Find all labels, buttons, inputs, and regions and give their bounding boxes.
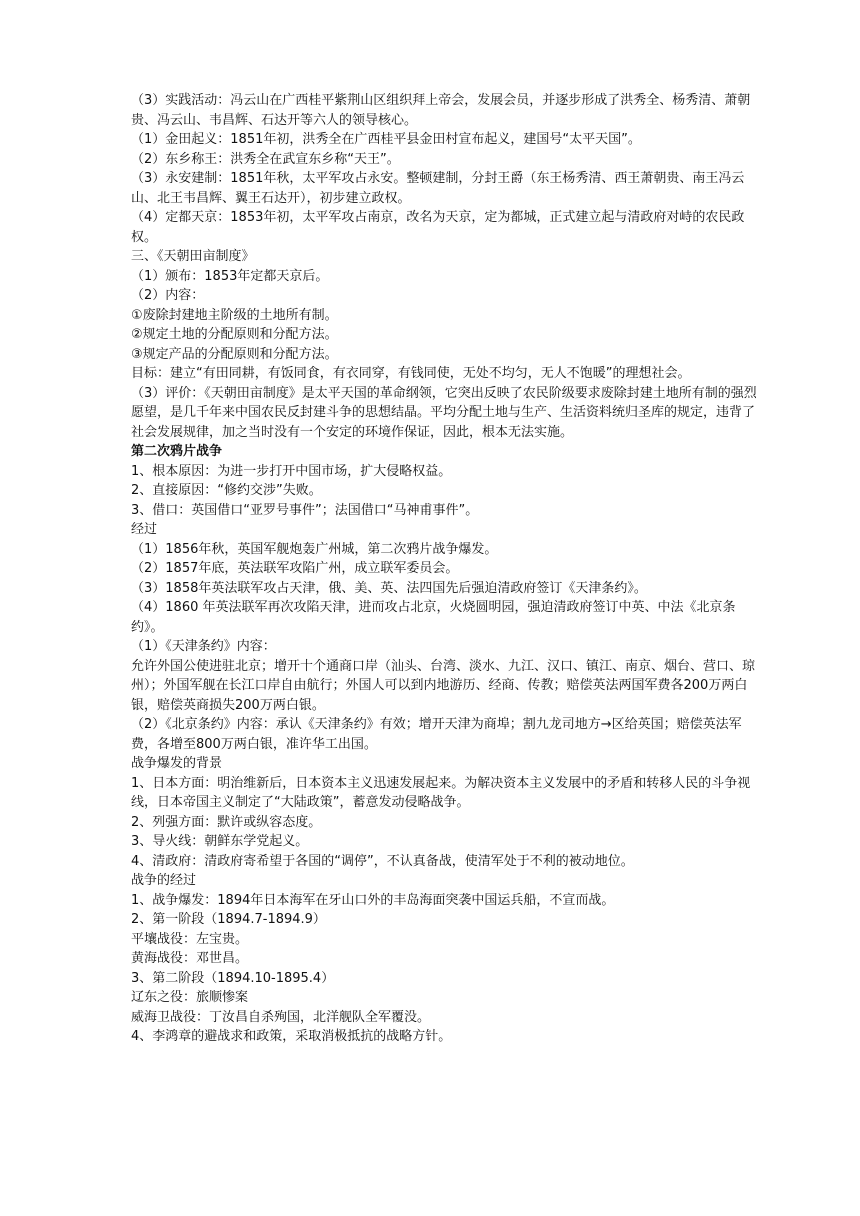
- text-line: （2）《北京条约》内容：承认《天津条约》有效；增开天津为商埠；割九龙司地方→区给英国；赔偿英法军费，各增至800万两白银，准许华工出国。: [131, 717, 742, 752]
- text-line: （4）1860 年英法联军再次攻陷天津，进而攻占北京，火烧圆明园，强迫清政府签订中英、中法《北京条约》。: [131, 600, 736, 635]
- section-heading: 第二次鸦片战争: [131, 444, 223, 459]
- text-line: 允许外国公使进驻北京；增开十个通商口岸（汕头、台湾、淡水、九江、汉口、镇江、南京、烟台、营口、琼州）；外国军舰在长江口岸自由航行；外国人可以到内地游历、经商、传教；赔偿英法两国军费各200万两白银，赔偿英商损失200万两白银。: [131, 658, 756, 713]
- text-line: （1）1856年秋，英国军舰炮轰广州城，第二次鸦片战争爆发。: [131, 541, 498, 557]
- text-line: 经过: [131, 522, 158, 537]
- text-line: 1、日本方面：明治维新后，日本资本主义迅速发展起来。为解决资本主义发展中的矛盾和转移人民的斗争视线，日本帝国主义制定了“大陆政策”，蓄意发动侵略战争。: [131, 775, 751, 810]
- text-line: 3、借口：英国借口“亚罗号事件”；法国借口“马神甫事件”。: [131, 502, 479, 518]
- text-line: （3）永安建制：1851年秋，太平军攻占永安。整顿建制，分封王爵（东王杨秀清、西王萧朝贵、南王冯云山、北王韦昌辉、翼王石达开），初步建立政权。: [131, 171, 745, 206]
- text-line: 4、清政府：清政府寄希望于各国的“调停”，不认真备战，使清军处于不利的被动地位。: [131, 853, 634, 869]
- text-line: 战争的经过: [131, 873, 197, 888]
- text-line: 3、第二阶段（1894.10-1895.4）: [131, 970, 335, 986]
- text-line: 4、李鸿章的避战求和政策，采取消极抵抗的战略方针。: [131, 1029, 452, 1044]
- text-line: 1、战争爆发：1894年日本海军在牙山口外的丰岛海面突袭中国运兵船，不宣而战。: [131, 892, 615, 908]
- text-line: 2、直接原因：“修约交涉”失败。: [131, 483, 322, 498]
- text-line: 平壤战役：左宝贵。: [131, 931, 249, 947]
- text-line: 3、导火线：朝鲜东学党起义。: [131, 834, 309, 849]
- text-line: 三、《天朝田亩制度》: [131, 249, 255, 264]
- text-line: 黄海战役：邓世昌。: [131, 951, 249, 966]
- text-line: （3）实践活动：冯云山在广西桂平紫荆山区组织拜上帝会，发展会员，并逐步形成了洪秀全、杨秀清、萧朝贵、冯云山、韦昌辉、石达开等六人的领导核心。: [131, 93, 751, 128]
- text-line: （4）定都天京：1853年初，太平军攻占南京，改名为天京，定为都城，正式建立起与清政府对峙的农民政权。: [131, 210, 745, 245]
- text-line: （1）颁布：1853年定都天京后。: [131, 268, 329, 284]
- text-line: （2）1857年底，英法联军攻陷广州，成立联军委员会。: [131, 561, 459, 576]
- text-line: （2）内容：: [131, 288, 205, 303]
- text-line: （2）东乡称王：洪秀全在武宣东乡称“天王”。: [131, 151, 400, 167]
- text-line: （3）评价：《天朝田亩制度》是太平天国的革命纲领，它突出反映了农民阶级要求废除封建土地所有制的强烈愿望，是几千年来中国农民反封建斗争的思想结晶。平均分配土地与生产、生活资料统归圣库的规定，违背了社会发展规律，加之当时没有一个安定的环境作保证，因此，根本无法实施。: [131, 385, 757, 440]
- text-line: ③规定产品的分配原则和分配方法。: [131, 346, 338, 362]
- text-line: 2、第一阶段（1894.7-1894.9）: [131, 912, 326, 927]
- text-line: 1、根本原因：为进一步打开中国市场，扩大侵略权益。: [131, 463, 452, 479]
- text-line: 威海卫战役：丁汝昌自杀殉国，北洋舰队全军覆没。: [131, 1009, 431, 1025]
- text-line: 辽东之役：旅顺惨案: [131, 990, 249, 1005]
- text-line: ②规定土地的分配原则和分配方法。: [131, 327, 338, 342]
- text-line: 2、列强方面：默许或纵容态度。: [131, 814, 322, 830]
- text-line: （1）金田起义：1851年初，洪秀全在广西桂平县金田村宣布起义，建国号“太平天国”。: [131, 132, 641, 147]
- text-line: 战争爆发的背景: [131, 756, 223, 771]
- text-line: （3）1858年英法联军攻占天津，俄、美、英、法四国先后强迫清政府签订《天津条约》。: [131, 580, 647, 596]
- text-line: （1）《天津条约》内容：: [131, 639, 276, 654]
- text-line: ①废除封建地主阶级的土地所有制。: [131, 307, 338, 323]
- text-line: 目标：建立“有田同耕，有饭同食，有衣同穿，有钱同使，无处不均匀，无人不饱暖”的理想社会。: [131, 366, 691, 381]
